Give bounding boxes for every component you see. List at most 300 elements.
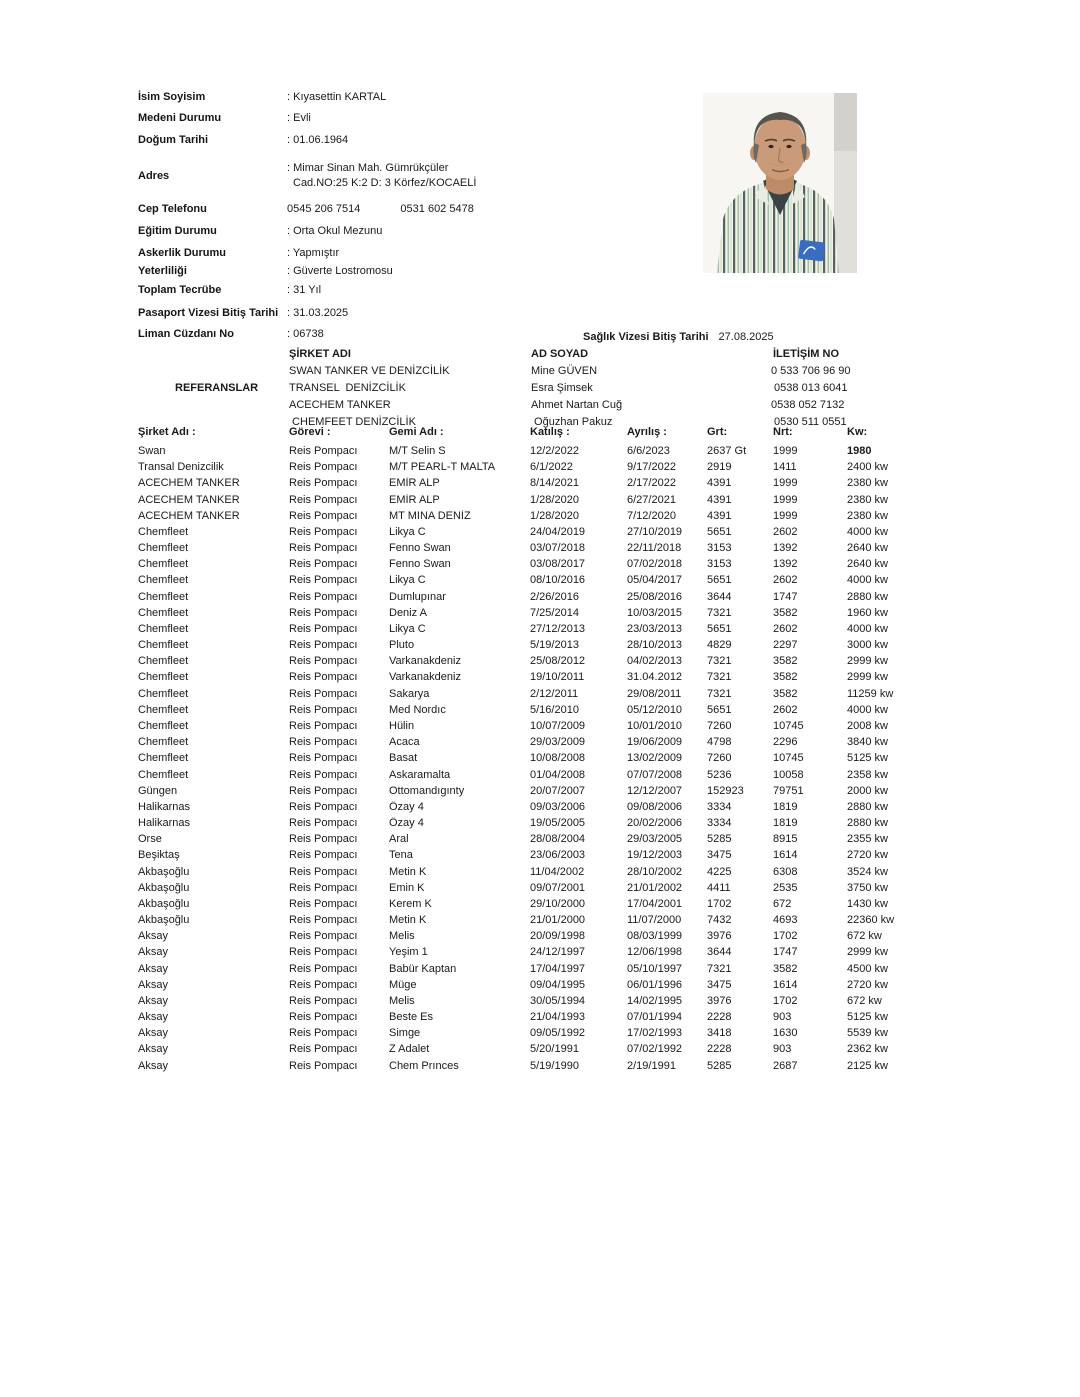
cell-nrt: 903: [773, 1043, 792, 1056]
cell-kw: 2880 kw: [847, 817, 888, 830]
field-passport-visa-expiry: [138, 306, 348, 321]
cell-ship: M/T PEARL-T MALTA: [389, 461, 496, 474]
cell-role: Reis Pompacı: [289, 687, 358, 700]
table-row: [138, 443, 939, 459]
cell-nrt: 1819: [773, 800, 798, 813]
field-value: : Orta Okul Mezunu: [287, 225, 383, 237]
cell-grt: 3418: [707, 1027, 732, 1040]
cell-join: 20/07/2007: [530, 784, 586, 797]
cell-kw: 2362 kw: [847, 1043, 888, 1056]
cell-company: Transal Denizcilik: [138, 461, 224, 474]
cell-grt: 2637 Gt: [707, 445, 747, 458]
reference-name: Mine GÜVEN: [531, 365, 598, 377]
cell-kw: 2000 kw: [847, 784, 888, 797]
cell-nrt: 3582: [773, 655, 798, 668]
cell-kw: 1430 kw: [847, 897, 888, 910]
cell-join: 6/1/2022: [530, 461, 573, 474]
cell-grt: 3334: [707, 800, 732, 813]
cell-company: Chemfleet: [138, 606, 189, 619]
table-row: [138, 589, 939, 605]
cell-company: Chemfleet: [138, 542, 189, 555]
cell-ship: Varkanakdeniz: [389, 655, 461, 668]
cell-join: 8/14/2021: [530, 477, 579, 490]
cell-role: Reis Pompacı: [289, 542, 358, 555]
cell-kw: 2400 kw: [847, 461, 888, 474]
cell-leave: 29/03/2005: [627, 833, 683, 846]
cell-kw: 3000 kw: [847, 639, 888, 652]
cell-join: 29/03/2009: [530, 736, 586, 749]
cell-ship: Likya C: [389, 525, 426, 538]
cell-nrt: 1411: [773, 461, 797, 474]
cell-ship: M/T Selin S: [389, 445, 446, 458]
field-military-service: [138, 246, 339, 261]
cell-join: 09/03/2006: [530, 800, 586, 813]
field-label: Yeterliliği: [138, 265, 187, 277]
cell-nrt: 6308: [773, 865, 798, 878]
cell-kw: 2880 kw: [847, 590, 888, 603]
cell-ship: Dumlupınar: [389, 590, 446, 603]
cell-company: Chemfleet: [138, 720, 189, 732]
cell-nrt: 8915: [773, 833, 798, 846]
cell-role: Reis Pompacı: [289, 817, 358, 830]
cell-join: 17/04/1997: [530, 962, 586, 975]
cell-company: Aksay: [138, 1011, 168, 1024]
field-education: [138, 224, 382, 239]
cell-kw: 2380 kw: [847, 477, 888, 490]
cell-grt: 2919: [707, 461, 732, 474]
cell-grt: 7321: [707, 655, 732, 668]
cell-ship: Kerem K: [389, 897, 432, 910]
cell-role: Reis Pompacı: [289, 752, 358, 765]
header-role: Görevi :: [289, 426, 331, 438]
cell-leave: 31.04.2012: [627, 671, 683, 684]
cell-ship: Metin K: [389, 865, 427, 878]
cell-company: ACECHEM TANKER: [138, 509, 240, 522]
cell-nrt: 3582: [773, 671, 798, 684]
cell-kw: 2380 kw: [847, 493, 888, 506]
reference-name: Esra Şimsek: [531, 382, 593, 394]
cell-role: Reis Pompacı: [289, 849, 358, 862]
cell-leave: 7/12/2020: [627, 509, 676, 522]
field-birth-date: [138, 133, 348, 148]
cell-grt: 4391: [707, 493, 732, 506]
cell-leave: 27/10/2019: [627, 525, 683, 538]
cell-grt: 4225: [707, 865, 732, 878]
cell-role: Reis Pompacı: [289, 590, 358, 603]
reference-company: SWAN TANKER VE DENİZCİLİK: [289, 365, 450, 377]
table-row: [138, 928, 939, 944]
cell-role: Reis Pompacı: [289, 897, 358, 910]
cell-company: Aksay: [138, 1027, 168, 1040]
cell-kw: 2380 kw: [847, 509, 888, 522]
cell-role: Reis Pompacı: [289, 1011, 358, 1024]
cell-kw: 5125 kw: [847, 1011, 888, 1024]
phone-number-2: 0531 602 5478: [400, 203, 474, 215]
cell-role: Reis Pompacı: [289, 720, 358, 732]
cell-leave: 23/03/2013: [627, 622, 683, 635]
cell-company: Beşiktaş: [138, 849, 180, 862]
cell-kw: 4000 kw: [847, 525, 888, 538]
cell-leave: 21/01/2002: [627, 881, 683, 894]
cell-role: Reis Pompacı: [289, 477, 358, 490]
cell-join: 28/08/2004: [530, 833, 586, 846]
cell-kw: 4500 kw: [847, 962, 888, 975]
cell-grt: 5285: [707, 1059, 732, 1072]
field-value: : Güverte Lostromosu: [287, 265, 393, 277]
table-row: [138, 1041, 939, 1057]
table-row: [138, 702, 939, 718]
cell-nrt: 3582: [773, 687, 798, 700]
cell-nrt: 10745: [773, 752, 804, 765]
field-value: : 01.06.1964: [287, 134, 349, 146]
cell-join: 23/06/2003: [530, 849, 586, 862]
cell-join: 30/05/1994: [530, 994, 586, 1007]
cell-grt: 3644: [707, 946, 732, 959]
table-row: [138, 572, 939, 588]
cell-kw: 1980: [847, 445, 872, 458]
cell-join: 24/12/1997: [530, 946, 586, 959]
cell-nrt: 4693: [773, 914, 798, 927]
field-value: : 31.03.2025: [287, 307, 349, 319]
cell-nrt: 1819: [773, 817, 798, 830]
cell-ship: EMİR ALP: [389, 477, 440, 490]
cell-company: Akbaşoğlu: [138, 897, 190, 910]
sea-service-table: [138, 443, 939, 1074]
table-row: [138, 799, 939, 815]
cell-join: 2/12/2011: [530, 687, 579, 700]
cell-role: Reis Pompacı: [289, 461, 358, 474]
cell-kw: 2999 kw: [847, 946, 888, 959]
cell-role: Reis Pompacı: [289, 930, 358, 943]
cell-company: Chemfleet: [138, 639, 189, 652]
table-row: [138, 686, 939, 702]
cell-kw: 3840 kw: [847, 736, 888, 749]
cell-join: 03/07/2018: [530, 542, 586, 555]
table-row: [138, 863, 939, 879]
cell-grt: 4829: [707, 639, 732, 652]
cell-leave: 09/08/2006: [627, 800, 683, 813]
cell-company: Chemfleet: [138, 703, 189, 716]
field-mobile-phone: [138, 202, 474, 217]
cell-grt: 2228: [707, 1043, 732, 1056]
address-line-2: Cad.NO:25 K:2 D: 3 Körfez/KOCAELİ: [293, 177, 477, 189]
cell-role: Reis Pompacı: [289, 946, 358, 959]
table-row: [138, 669, 939, 685]
cell-kw: 2999 kw: [847, 671, 888, 684]
table-row: [138, 492, 939, 508]
cell-leave: 10/03/2015: [627, 606, 683, 619]
cell-leave: 05/04/2017: [627, 574, 683, 587]
cell-company: Aksay: [138, 962, 168, 975]
cell-role: Reis Pompacı: [289, 639, 358, 652]
cell-nrt: 2602: [773, 525, 798, 538]
cell-join: 12/2/2022: [530, 445, 579, 458]
cell-kw: 3750 kw: [847, 881, 888, 894]
cell-kw: 2880 kw: [847, 800, 888, 813]
cell-leave: 06/01/1996: [627, 978, 683, 991]
table-row: [138, 508, 939, 524]
cell-role: Reis Pompacı: [289, 865, 358, 878]
header-grt: Grt:: [707, 426, 728, 438]
cell-nrt: 1614: [773, 849, 798, 862]
cell-grt: 4391: [707, 477, 732, 490]
header-company: Şirket Adı :: [138, 426, 196, 438]
cell-join: 21/01/2000: [530, 914, 586, 927]
cell-role: Reis Pompacı: [289, 736, 358, 749]
table-row: [138, 750, 939, 766]
cell-role: Reis Pompacı: [289, 881, 358, 894]
table-row: [138, 459, 939, 475]
cell-join: 20/09/1998: [530, 930, 586, 943]
reference-phones: [771, 363, 851, 431]
cell-kw: 4000 kw: [847, 703, 888, 716]
table-row: [138, 847, 939, 863]
cell-join: 19/05/2005: [530, 817, 586, 830]
table-row: [138, 880, 939, 896]
cell-ship: Basat: [389, 752, 418, 765]
cell-grt: 5236: [707, 768, 732, 781]
cell-join: 09/04/1995: [530, 978, 586, 991]
cell-grt: 3644: [707, 590, 732, 603]
cell-company: Chemfleet: [138, 574, 189, 587]
cell-kw: 672 kw: [847, 994, 882, 1007]
cell-leave: 9/17/2022: [627, 461, 676, 474]
cell-grt: 3976: [707, 994, 732, 1007]
cell-role: Reis Pompacı: [289, 671, 358, 684]
cell-kw: 2125 kw: [847, 1059, 888, 1072]
table-row: [138, 766, 939, 782]
cell-company: ACECHEM TANKER: [138, 477, 240, 490]
field-value: : 06738: [287, 328, 324, 340]
cell-company: Chemfleet: [138, 671, 189, 684]
cell-kw: 11259 kw: [847, 687, 894, 700]
field-label: Pasaport Vizesi Bitiş Tarihi: [138, 307, 279, 319]
cell-company: Akbaşoğlu: [138, 865, 190, 878]
header-leave: Ayrılış :: [627, 426, 667, 438]
table-row: [138, 540, 939, 556]
cell-nrt: 672: [773, 897, 792, 910]
cell-nrt: 1702: [773, 994, 798, 1007]
portrait-photo: [703, 93, 857, 273]
table-row: [138, 993, 939, 1009]
cell-leave: 20/02/2006: [627, 817, 683, 830]
cell-join: 03/08/2017: [530, 558, 586, 571]
cell-ship: Z Adalet: [389, 1043, 430, 1056]
cell-join: 5/19/2013: [530, 639, 579, 652]
field-port-booklet-no: [138, 327, 324, 342]
reference-companies: [289, 363, 450, 431]
cell-join: 5/16/2010: [530, 703, 579, 716]
field-value: [287, 161, 476, 191]
cell-kw: 672 kw: [847, 930, 882, 943]
cell-kw: 3524 kw: [847, 865, 888, 878]
cell-nrt: 1747: [773, 946, 798, 959]
cell-kw: 2720 kw: [847, 978, 888, 991]
cell-grt: 5285: [707, 833, 732, 846]
cell-leave: 12/06/1998: [627, 946, 683, 959]
table-row: [138, 1009, 939, 1025]
cell-leave: 2/19/1991: [627, 1059, 676, 1072]
cell-company: Swan: [138, 445, 166, 458]
cell-leave: 25/08/2016: [627, 590, 683, 603]
field-name: [138, 90, 386, 105]
cell-grt: 5651: [707, 703, 732, 716]
cell-join: 2/26/2016: [530, 590, 579, 603]
cell-nrt: 1999: [773, 493, 798, 506]
table-row: [138, 718, 939, 734]
cell-company: Aksay: [138, 946, 168, 959]
cell-grt: 7260: [707, 720, 732, 732]
cell-ship: Varkanakdeniz: [389, 671, 461, 684]
cell-leave: 2/17/2022: [627, 477, 676, 490]
table-row: [138, 475, 939, 491]
cell-ship: Acaca: [389, 736, 420, 749]
cell-leave: 19/12/2003: [627, 849, 683, 862]
cell-grt: 7321: [707, 671, 732, 684]
cell-ship: Askaramalta: [389, 768, 451, 781]
cell-company: Güngen: [138, 784, 178, 797]
table-row: [138, 653, 939, 669]
cell-role: Reis Pompacı: [289, 914, 358, 927]
cell-ship: Metin K: [389, 914, 427, 927]
cell-ship: Babür Kaptan: [389, 962, 457, 975]
cell-role: Reis Pompacı: [289, 509, 358, 522]
cell-join: 29/10/2000: [530, 897, 586, 910]
cell-company: Aksay: [138, 1059, 168, 1072]
field-label: Doğum Tarihi: [138, 134, 209, 146]
cell-leave: 13/02/2009: [627, 752, 683, 765]
cell-nrt: 1392: [773, 542, 798, 555]
cell-leave: 07/01/1994: [627, 1011, 683, 1024]
cell-kw: 2640 kw: [847, 558, 888, 571]
cell-ship: Likya C: [389, 574, 426, 587]
cell-grt: 1702: [707, 897, 732, 910]
cell-leave: 19/06/2009: [627, 736, 683, 749]
cell-kw: 2355 kw: [847, 833, 888, 846]
field-label: Liman Cüzdanı No: [138, 328, 234, 340]
cell-role: Reis Pompacı: [289, 1043, 358, 1056]
cell-role: Reis Pompacı: [289, 978, 358, 991]
cell-ship: Sakarya: [389, 687, 430, 700]
cell-ship: Deniz A: [389, 606, 427, 619]
cell-grt: 3334: [707, 817, 732, 830]
cell-join: 01/04/2008: [530, 768, 586, 781]
cell-grt: 5651: [707, 525, 732, 538]
cell-grt: 3153: [707, 558, 732, 571]
cell-nrt: 3582: [773, 606, 798, 619]
cell-grt: 5651: [707, 622, 732, 635]
company-column-header: ŞİRKET ADI: [289, 348, 351, 360]
cell-nrt: 10058: [773, 768, 804, 781]
table-row: [138, 605, 939, 621]
cell-join: 1/28/2020: [530, 509, 579, 522]
cell-role: Reis Pompacı: [289, 962, 358, 975]
cell-ship: Özay 4: [389, 817, 424, 830]
cell-role: Reis Pompacı: [289, 784, 358, 797]
cell-leave: 14/02/1995: [627, 994, 683, 1007]
cell-join: 24/04/2019: [530, 525, 586, 538]
header-kw: Kw:: [847, 426, 868, 438]
field-label: Cep Telefonu: [138, 203, 207, 215]
address-line-1: : Mimar Sinan Mah. Gümrükçüler: [287, 162, 449, 174]
cell-ship: Özay 4: [389, 800, 424, 813]
cell-company: Aksay: [138, 1043, 168, 1056]
cell-kw: 5539 kw: [847, 1027, 888, 1040]
field-value: : Evli: [287, 112, 311, 124]
cell-company: Chemfleet: [138, 736, 189, 749]
cell-leave: 05/10/1997: [627, 962, 683, 975]
field-value: : Yapmıştır: [287, 247, 340, 259]
cell-role: Reis Pompacı: [289, 655, 358, 668]
reference-company: TRANSEL DENİZCİLİK: [289, 382, 406, 394]
cell-leave: 05/12/2010: [627, 703, 683, 716]
cell-company: Aksay: [138, 930, 168, 943]
cell-grt: 7321: [707, 606, 732, 619]
cell-join: 1/28/2020: [530, 493, 579, 506]
cell-role: Reis Pompacı: [289, 493, 358, 506]
table-row: [138, 912, 939, 928]
cell-grt: 4411: [707, 881, 731, 894]
cell-company: Chemfleet: [138, 558, 189, 571]
cell-ship: Fenno Swan: [389, 558, 451, 571]
cell-nrt: 2602: [773, 574, 798, 587]
cell-join: 5/19/1990: [530, 1059, 579, 1072]
cell-kw: 2358 kw: [847, 768, 888, 781]
phone-number-1: 0545 206 7514: [287, 203, 361, 215]
cell-nrt: 1999: [773, 445, 798, 458]
cell-company: ACECHEM TANKER: [138, 493, 240, 506]
reference-company: CHEMFEET DENİZCİLİK: [289, 416, 416, 428]
cell-nrt: 10745: [773, 720, 804, 732]
cell-company: Chemfleet: [138, 590, 189, 603]
cell-role: Reis Pompacı: [289, 768, 358, 781]
cell-join: 7/25/2014: [530, 606, 579, 619]
cell-company: Akbaşoğlu: [138, 914, 190, 927]
field-address: [138, 161, 476, 191]
cell-ship: Hülin: [389, 720, 415, 732]
field-value: : Kıyasettin KARTAL: [287, 91, 387, 103]
field-label: Adres: [138, 169, 170, 182]
field-label: Medeni Durumu: [138, 112, 222, 124]
cell-company: Akbaşoğlu: [138, 881, 190, 894]
cell-join: 5/20/1991: [530, 1043, 579, 1056]
cell-nrt: 3582: [773, 962, 798, 975]
cell-nrt: 1614: [773, 978, 798, 991]
cell-role: Reis Pompacı: [289, 445, 358, 458]
cell-company: Chemfleet: [138, 525, 189, 538]
cell-nrt: 1702: [773, 930, 798, 943]
field-total-experience: [138, 283, 321, 298]
cell-grt: 7432: [707, 914, 732, 927]
table-row: [138, 1058, 939, 1074]
cell-kw: 1960 kw: [847, 606, 888, 619]
cell-join: 09/07/2001: [530, 881, 586, 894]
cell-ship: Med Nordıc: [389, 703, 446, 716]
cell-leave: 6/6/2023: [627, 445, 670, 458]
cell-ship: Melis: [389, 930, 415, 943]
cell-company: Chemfleet: [138, 622, 189, 635]
cell-company: Aksay: [138, 978, 168, 991]
cell-company: Chemfleet: [138, 768, 189, 781]
cell-ship: Beste Es: [389, 1011, 434, 1024]
table-row: [138, 524, 939, 540]
cell-nrt: 2687: [773, 1059, 798, 1072]
references-title: REFERANSLAR: [175, 382, 259, 394]
reference-name: Oğuzhan Pakuz: [531, 416, 613, 428]
cell-join: 08/10/2016: [530, 574, 586, 587]
cell-leave: 29/08/2011: [627, 687, 682, 700]
cell-grt: 3153: [707, 542, 732, 555]
